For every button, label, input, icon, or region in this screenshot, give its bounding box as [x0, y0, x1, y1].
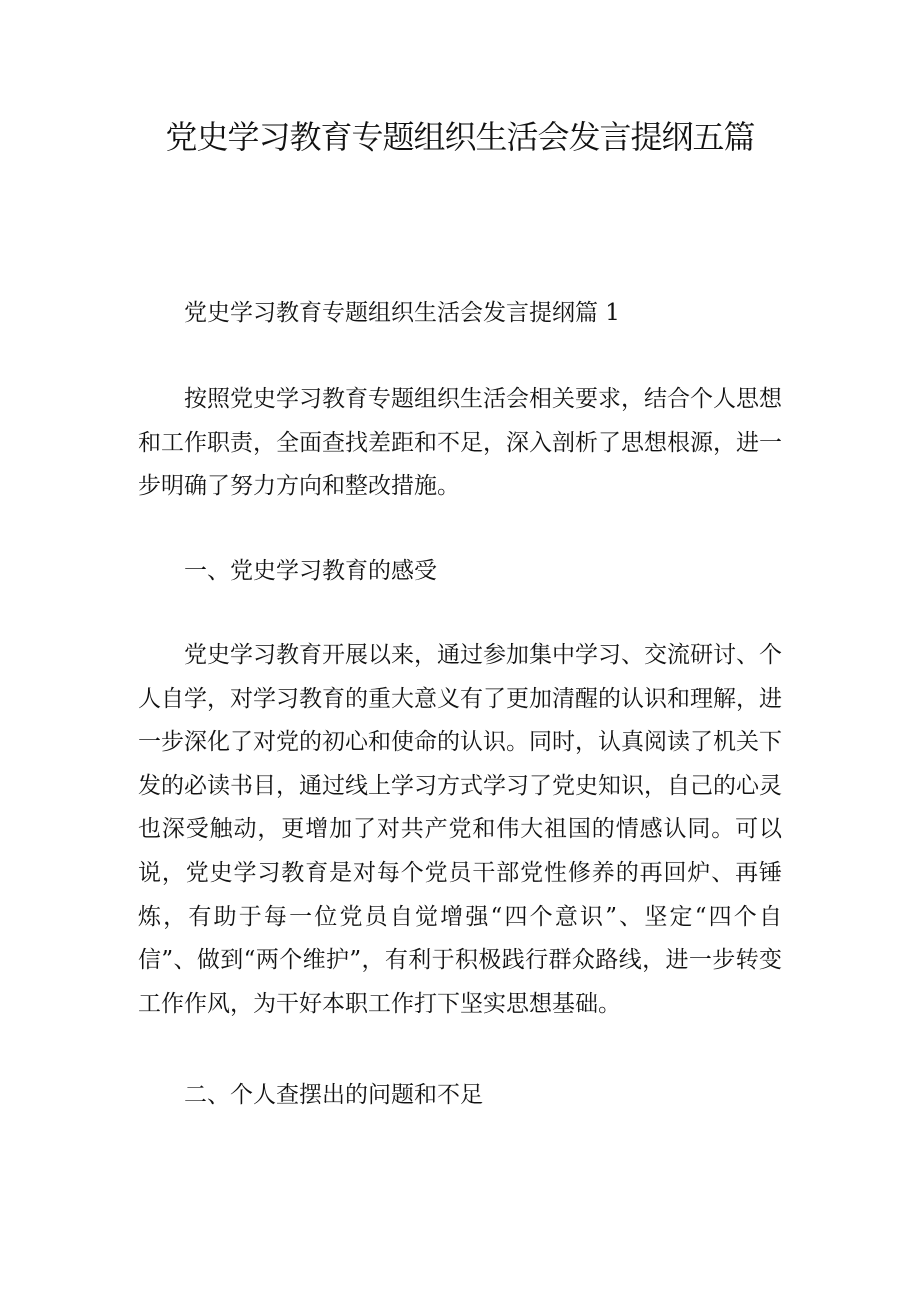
section-heading: 党史学习教育专题组织生活会发言提纲篇 1 [184, 300, 620, 326]
heading-two: 二、个人查摆出的问题和不足 [184, 1082, 483, 1108]
intro-paragraph: 按照党史学习教育专题组织生活会相关要求，结合个人思想和工作职责，全面查找差距和不足，深入剖析了思想根源，进一步明确了努力方向和整改措施。 [138, 386, 782, 500]
feelings-paragraph: 党史学习教育开展以来，通过参加集中学习、交流研讨、个人自学，对学习教育的重大意义有了更加清醒的认识和理解，进一步深化了对党的初心和使命的认识。同时，认真阅读了机关下发的必读书目，通过线上学习方式学习了党史知识，自己的心灵也深受触动，更增加了对共产党和伟大祖国的情感认同。可以说，党史学习教育是对每个党员干部党性修养的再回炉、再锤炼，有助于每一位党员自觉增强“四个意识”、坚定“四个自信”、做到“两个维护”，有利于积极践行群众路线，进一步转变工作作风，为干好本职工作打下坚实思想基础。 [138, 642, 782, 1017]
document-title: 党史学习教育专题组织生活会发言提纲五篇 [165, 118, 755, 156]
heading-one: 一、党史学习教育的感受 [184, 558, 437, 584]
